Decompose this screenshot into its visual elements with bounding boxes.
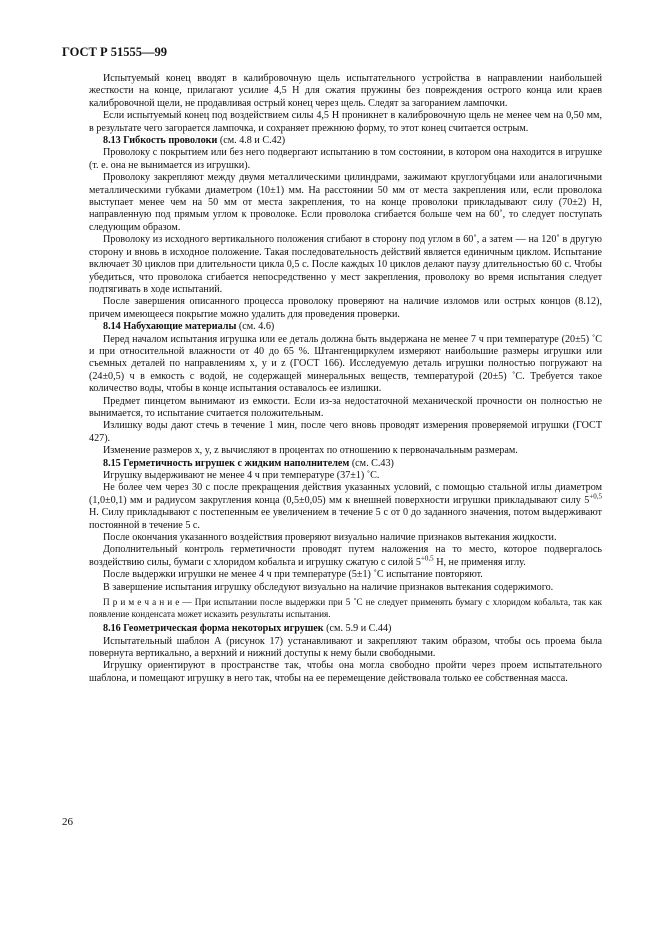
heading-text: 8.13 Гибкость проволоки — [103, 135, 218, 147]
paragraph: Излишку воды дают стечь в течение 1 мин, после чего вновь проводят измерения проверяемой игрушки (ГОСТ 427). — [89, 420, 602, 444]
note-label: П р и м е ч а н и е — — [103, 597, 192, 608]
section-heading-8-15 — [89, 458, 602, 470]
text-fragment: Дополнительный контроль герметичности проводят путем наложения на то место, которое подвергалось воздействию силы, бумаги с хлоридом кобальта и игрушку сжатую с силой 5 — [89, 544, 602, 568]
heading-ref: (см. С.43) — [351, 457, 394, 469]
paragraph: Проволоку из исходного вертикального положения сгибают в сторону под углом в 60˚, а затем — на 120˚ в другую сторону и вновь в исходное положение. Такая последовательность действий является единичным циклом. Испытание включает 30 циклов при длительности цикла 0,5 с. После каждых 10 циклов делают паузу длительностью 60 с. Чтобы убедиться, что проволока сгибается непосредственно у мест закрепления, проволоку во время испытания следует подтягивать в ходе испытаний. — [89, 234, 602, 295]
paragraph: Игрушку ориентируют в пространстве так, чтобы она могла свободно пройти через проем испытательного шаблона, и помещают игрушку в него так, чтобы на ее перемещение действовала только ее собственная масса. — [89, 660, 602, 684]
paragraph: Перед началом испытания игрушка или ее деталь должна быть выдержана не менее 7 ч при температуре (20±5) ˚С и при относительной влажности от 40 до 65 %. Штангенциркулем измеряют наибольшие размеры игрушки или съемных деталей по направлениям x, y и z (ГОСТ 166). Исследуемую деталь игрушки полностью погружают на (24±0,5) ч в емкость с водой, не содержащей минеральных веществ, температурой (20±5) ˚С. Требуется такое количество воды, чтобы в конце испытания оставалось ее излишки. — [89, 333, 602, 395]
paragraph: Предмет пинцетом вынимают из емкости. Если из-за недостаточной механической прочности он полностью не вынимается, то испытание считается положительным. — [89, 395, 602, 419]
paragraph: После окончания указанного воздействия проверяют визуально наличие признаков вытекания жидкости. — [103, 532, 557, 544]
paragraph: Игрушку выдерживают не менее 4 ч при температуре (37±1) ˚С. — [103, 470, 380, 481]
note — [89, 597, 602, 620]
heading-ref: (см. 4.8 и С.42) — [219, 135, 286, 147]
section-heading-8-13 — [89, 135, 602, 147]
heading-ref: (см. 4.6) — [238, 321, 275, 333]
superscript: +0,5 — [420, 554, 434, 563]
superscript: +0,5 — [589, 492, 602, 501]
heading-text: 8.16 Геометрическая форма некоторых игрушек — [103, 623, 324, 635]
paragraph: Испытательный шаблон А (рисунок 17) устанавливают и закрепляют таким образом, чтобы ось проема была повернута вертикально, а верхний и нижний доступы к нему были свободными. — [89, 635, 602, 660]
note-text: При испытании после выдержки при 5 ˚С не следует применять бумагу с хлоридом кобальта, так как появление конденсата может исказить результаты испытания. — [89, 597, 602, 619]
section-heading-8-14 — [89, 321, 602, 333]
paragraph: После выдержки игрушки не менее 4 ч при температуре (5±1) ˚С испытание повторяют. — [103, 569, 483, 581]
section-heading-8-16 — [89, 623, 602, 635]
paragraph: После завершения описанного процесса проволоку проверяют на наличие изломов или острых концов (8.12), причем имеющееся покрытие можно удалить для проведения проверки. — [89, 296, 602, 320]
heading-text: 8.14 Набухающие материалы — [103, 321, 237, 333]
paragraph — [89, 544, 602, 569]
standard-header: ГОСТ Р 51555—99 — [62, 45, 168, 59]
text-fragment: Н, не применяя иглу. — [433, 556, 526, 568]
paragraph: Испытуемый конец вводят в калибровочную щель испытательного устройства в направлении наибольшей жесткости на конце, прилагают усилие 4,5 Н для сжатия пружины без повреждения острого конца или краев калибровочной щели, не продавливая острый конец через щель. Следят за загоранием лампочки. — [89, 73, 602, 109]
heading-text: 8.15 Герметичность игрушек с жидким наполнителем — [103, 457, 350, 469]
paragraph: Изменение размеров x, y, z вычисляют в процентах по отношению к первоначальным размерам. — [103, 445, 518, 457]
heading-ref: (см. 5.9 и С.44) — [326, 623, 392, 635]
text-fragment: Н. Силу прикладывают с постепенным ее увеличением в течение 5 с от 0 до заданного значения, потом выдерживают постоянной в течение 5 с. — [89, 507, 602, 531]
page-number: 26 — [62, 816, 73, 828]
paragraph: Проволоку закрепляют между двумя металлическими цилиндрами, зажимают круглогубцами или аналогичными металлическими губками диаметром (10±1) мм. На расстоянии 50 мм от места закрепления или, если проволока выступает менее чем на 50 мм от места закрепления, то на конце проволоки прикладывают силу (70±2) Н, направленную под прямым углом к проволоке. Если проволока сгибается больше чем на 60˚, то следует поступать следующим образом. — [89, 172, 602, 233]
paragraph: Проволоку с покрытием или без него подвергают испытанию в том состоянии, в котором она находится в игрушке (т. е. она не вынимается из игрушки). — [89, 147, 602, 171]
text-fragment: Не более чем через 30 с после прекращения действия указанных условий, с помощью стальной иглы диаметром (1,0±0,1) мм и радиусом закругления конца (0,5±0,05) мм к внешней поверхности игрушки прикладывают силу 5 — [89, 482, 602, 506]
paragraph: Если испытуемый конец под воздействием силы 4,5 Н проникнет в калибровочную щель не менее чем на 0,50 мм, в результате чего загорается лампочка, и сохраняет прежнюю форму, то этот конец считается острым. — [89, 110, 602, 134]
document-body — [89, 73, 602, 685]
paragraph — [89, 482, 602, 532]
paragraph: В завершение испытания игрушку обследуют визуально на наличие признаков вытекания содержимого. — [103, 581, 554, 593]
